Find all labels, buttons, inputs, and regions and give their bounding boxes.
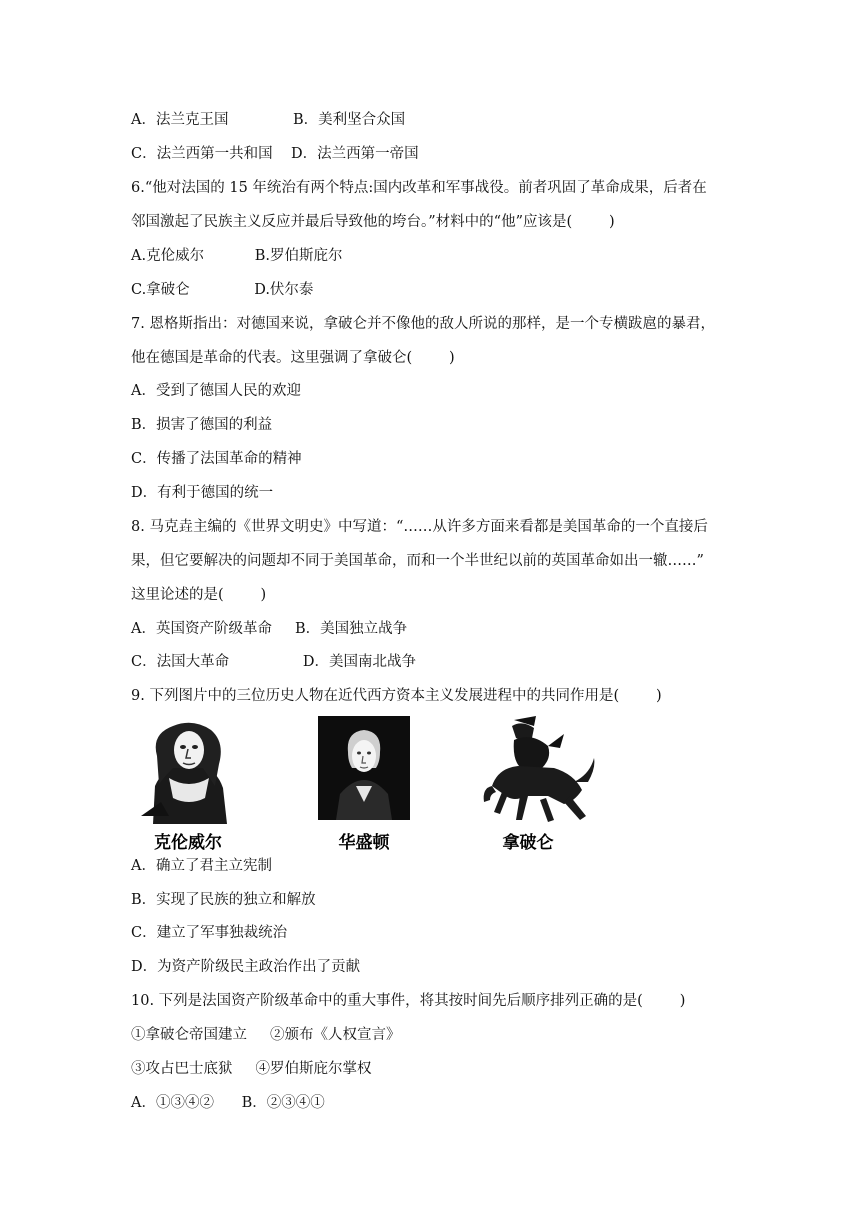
option-line: A．受到了德国人民的欢迎 [131,383,301,399]
question-line: 邻国激起了民族主义反应并最后导致他的垮台。”材料中的“他”应该是( ) [131,214,615,230]
option-line: B．实现了民族的独立和解放 [131,892,316,908]
question-line: 8. 马克垚主编的《世界文明史》中写道：“……从许多方面来看都是美国革命的一个直接后 [131,519,708,535]
figure-caption: 华盛顿 [338,833,390,853]
option-line: A.克伦威尔 B.罗伯斯庇尔 [131,248,343,264]
figure-caption: 拿破仑 [502,833,554,853]
option-line: C.拿破仑 D.伏尔泰 [131,282,314,298]
event-line: ③攻占巴士底狱 ④罗伯斯庇尔掌权 [131,1061,372,1077]
option-line: C．建立了军事独裁统治 [131,925,288,941]
question-line: 6.“他对法国的 15 年统治有两个特点:国内改革和军事战役。前者巩固了革命成果，后者在 [131,180,707,196]
option-line: A．法兰克王国 B．美利坚合众国 [131,112,406,128]
option-line: C．法兰西第一共和国 D．法兰西第一帝国 [131,146,419,162]
option-line: C．法国大革命 D．美国南北战争 [131,654,416,670]
portrait-cromwell-image [133,716,243,824]
option-line: A．英国资产阶级革命 B．美国独立战争 [131,621,408,637]
option-line: A．确立了君主立宪制 [131,858,272,874]
portrait-napoleon-image [478,716,598,826]
question-line: 7. 恩格斯指出：对德国来说，拿破仑并不像他的敌人所说的那样，是一个专横跋扈的暴君， [131,316,715,332]
question-line: 果，但它要解决的问题却不同于美国革命，而和一个半世纪以前的英国革命如出一辙……” [131,553,704,569]
figure-washington [318,716,428,853]
option-line: A．①③④② B．②③④① [131,1095,325,1111]
event-line: ①拿破仑帝国建立 ②颁布《人权宣言》 [131,1027,401,1043]
question-line: 10. 下列是法国资产阶级革命中的重大事件，将其按时间先后顺序排列正确的是( ) [131,993,686,1009]
question-line: 他在德国是革命的代表。这里强调了拿破仑( ) [131,350,455,366]
option-line: C．传播了法国革命的精神 [131,451,302,467]
question-line: 9. 下列图片中的三位历史人物在近代西方资本主义发展进程中的共同作用是( ) [131,688,662,704]
option-line: D．有利于德国的统一 [131,485,274,501]
figure-cromwell [133,716,243,853]
option-line: D．为资产阶级民主政治作出了贡献 [131,959,361,975]
question-line: 这里论述的是( ) [131,587,267,603]
portrait-washington-image [318,716,410,820]
figure-napoleon [478,716,598,853]
option-line: B．损害了德国的利益 [131,417,273,433]
figure-caption: 克伦威尔 [154,833,222,853]
